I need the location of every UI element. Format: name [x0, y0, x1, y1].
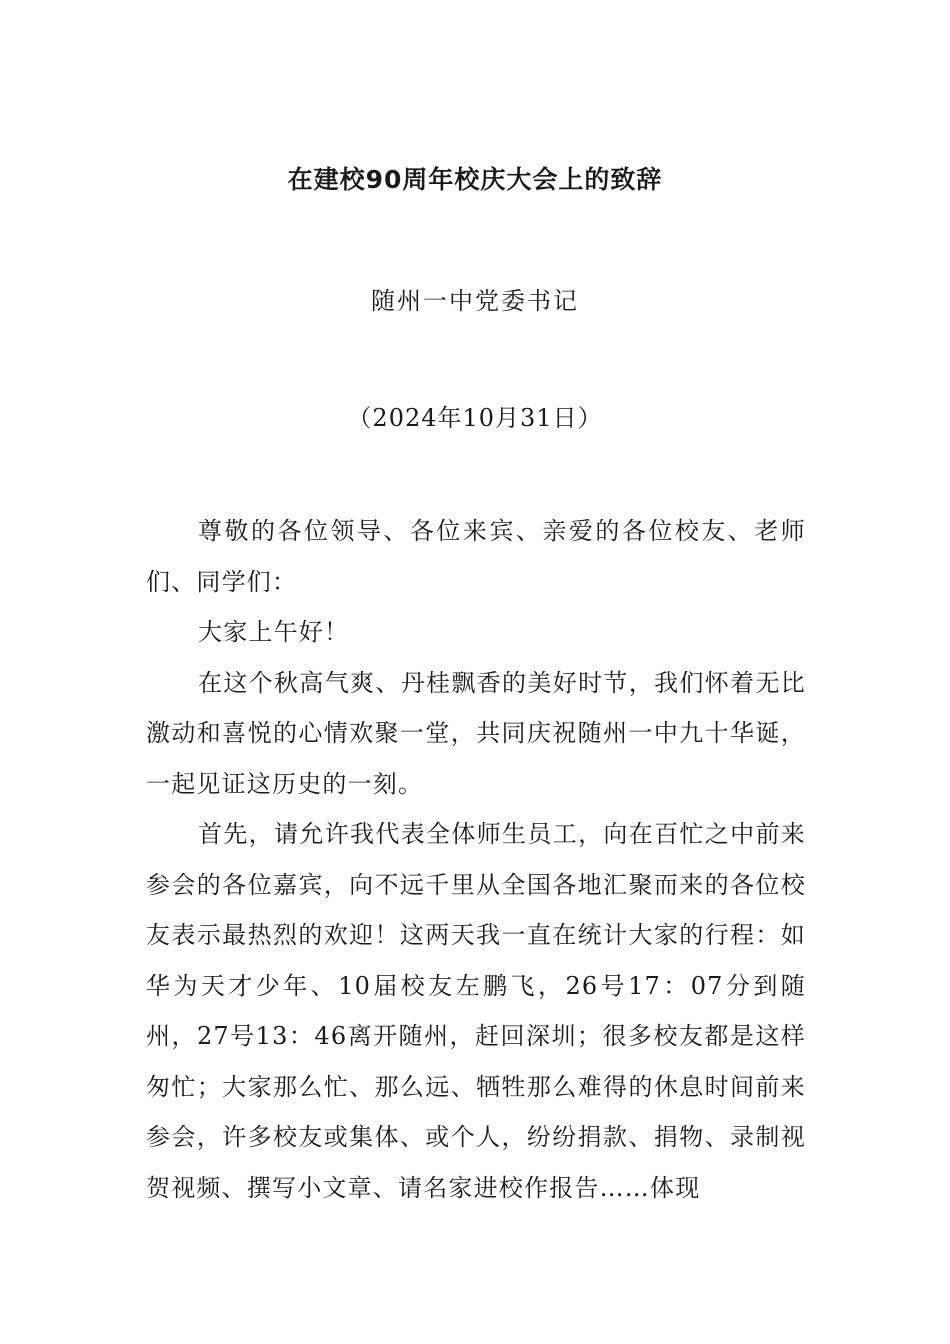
document-author: 随州一中党委书记 [371, 287, 579, 315]
body-paragraph: 在这个秋高气爽、丹桂飘香的美好时节，我们怀着无比激动和喜悦的心情欢聚一堂，共同庆祝随州一中九十华诞，一起见证这历史的一刻。 [146, 668, 806, 798]
greeting-paragraph: 大家上午好！ [198, 618, 350, 646]
salutation-paragraph: 尊敬的各位领导、各位来宾、亲爱的各位校友、老师们、同学们： [146, 517, 806, 596]
document-date: （2024年10月31日） [347, 404, 603, 432]
document-title: 在建校90周年校庆大会上的致辞 [287, 165, 663, 194]
body-paragraph: 首先，请允许我代表全体师生员工，向在百忙之中前来参会的各位嘉宾，向不远千里从全国各地汇聚而来的各位校友表示最热烈的欢迎！这两天我一直在统计大家的行程：如华为天才少年、10届校友左鹏飞，26号17：07分到随州，27号13：46离开随州，赶回深圳；很多校友都是这样匆忙；大家那么忙、那么远、牺牲那么难得的休息时间前来参会，许多校友或集体、或个人，纷纷捐款、捐物、录制视贺视频、撰写小文章、请名家进校作报告……体现 [146, 820, 806, 1202]
document-body [146, 506, 806, 1213]
